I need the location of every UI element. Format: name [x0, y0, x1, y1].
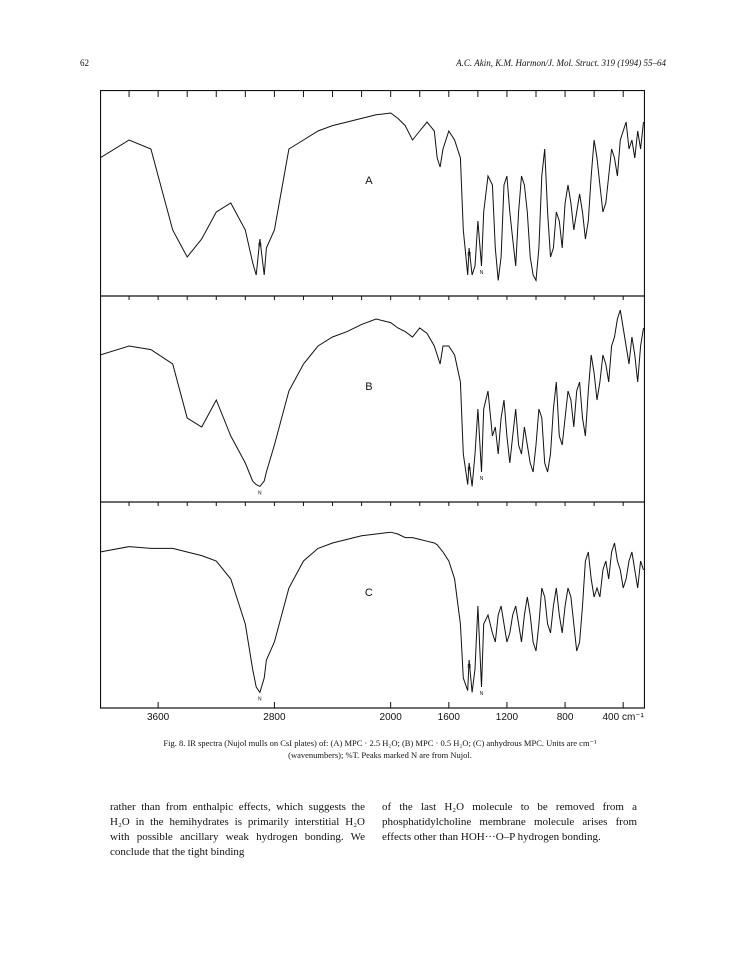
- tick-label: 2000: [379, 712, 402, 723]
- panel-label-a: A: [365, 175, 373, 187]
- panel-label-c: C: [364, 587, 373, 599]
- nujol-mark: N: [479, 691, 484, 697]
- nujol-mark: N: [258, 243, 262, 249]
- tick-label: 1200: [495, 712, 519, 723]
- nujol-mark: N: [479, 270, 484, 276]
- nujol-mark: N: [258, 696, 262, 703]
- tick-label: 3600: [147, 712, 170, 723]
- page-number: 62: [80, 58, 89, 68]
- ir-spectra-figure: [100, 90, 645, 730]
- body-column-left: rather than from enthalpic effects, which suggests the H₂O in the hemihydrates is primarily interstitial H₂O with possible ancillary weak hydrogen bonding. We conclude that the tight binding: [110, 801, 365, 858]
- tick-label: 400 cm⁻¹: [602, 712, 644, 723]
- caption-line-1: Fig. 8. IR spectra (Nujol mulls on CsI plates) of: (A) MPC · 2.5 H₂O; (B) MPC · 0.5 H₂O; (C) anhydrous MPC. Units are cm⁻¹: [163, 738, 597, 748]
- figure-caption: [110, 737, 650, 761]
- tick-label: 2800: [263, 712, 286, 723]
- ir-spectra-plot: [100, 90, 645, 730]
- spectrum-line-c: [100, 532, 644, 692]
- nujol-mark: N: [479, 476, 484, 482]
- nujol-mark: N: [258, 490, 262, 497]
- tick-label: 1600: [437, 712, 460, 723]
- nujol-mark: N: [467, 252, 471, 258]
- spectrum-line-a: [100, 113, 644, 280]
- tick-label: 800: [556, 712, 574, 723]
- running-head: A.C. Akin, K.M. Harmon/J. Mol. Struct. 319 (1994) 55–64: [456, 58, 666, 68]
- panel-label-b: B: [365, 381, 373, 393]
- spectrum-line-b: [100, 310, 644, 486]
- nujol-mark: N: [467, 664, 471, 670]
- nujol-mark: N: [467, 467, 471, 473]
- caption-line-2: (wavenumbers); %T. Peaks marked N are from Nujol.: [288, 750, 472, 760]
- body-column-right: of the last H₂O molecule to be removed from a phosphatidylcholine membrane molecule arises from effects other than HOH···O–P hydrogen bonding.: [382, 801, 637, 843]
